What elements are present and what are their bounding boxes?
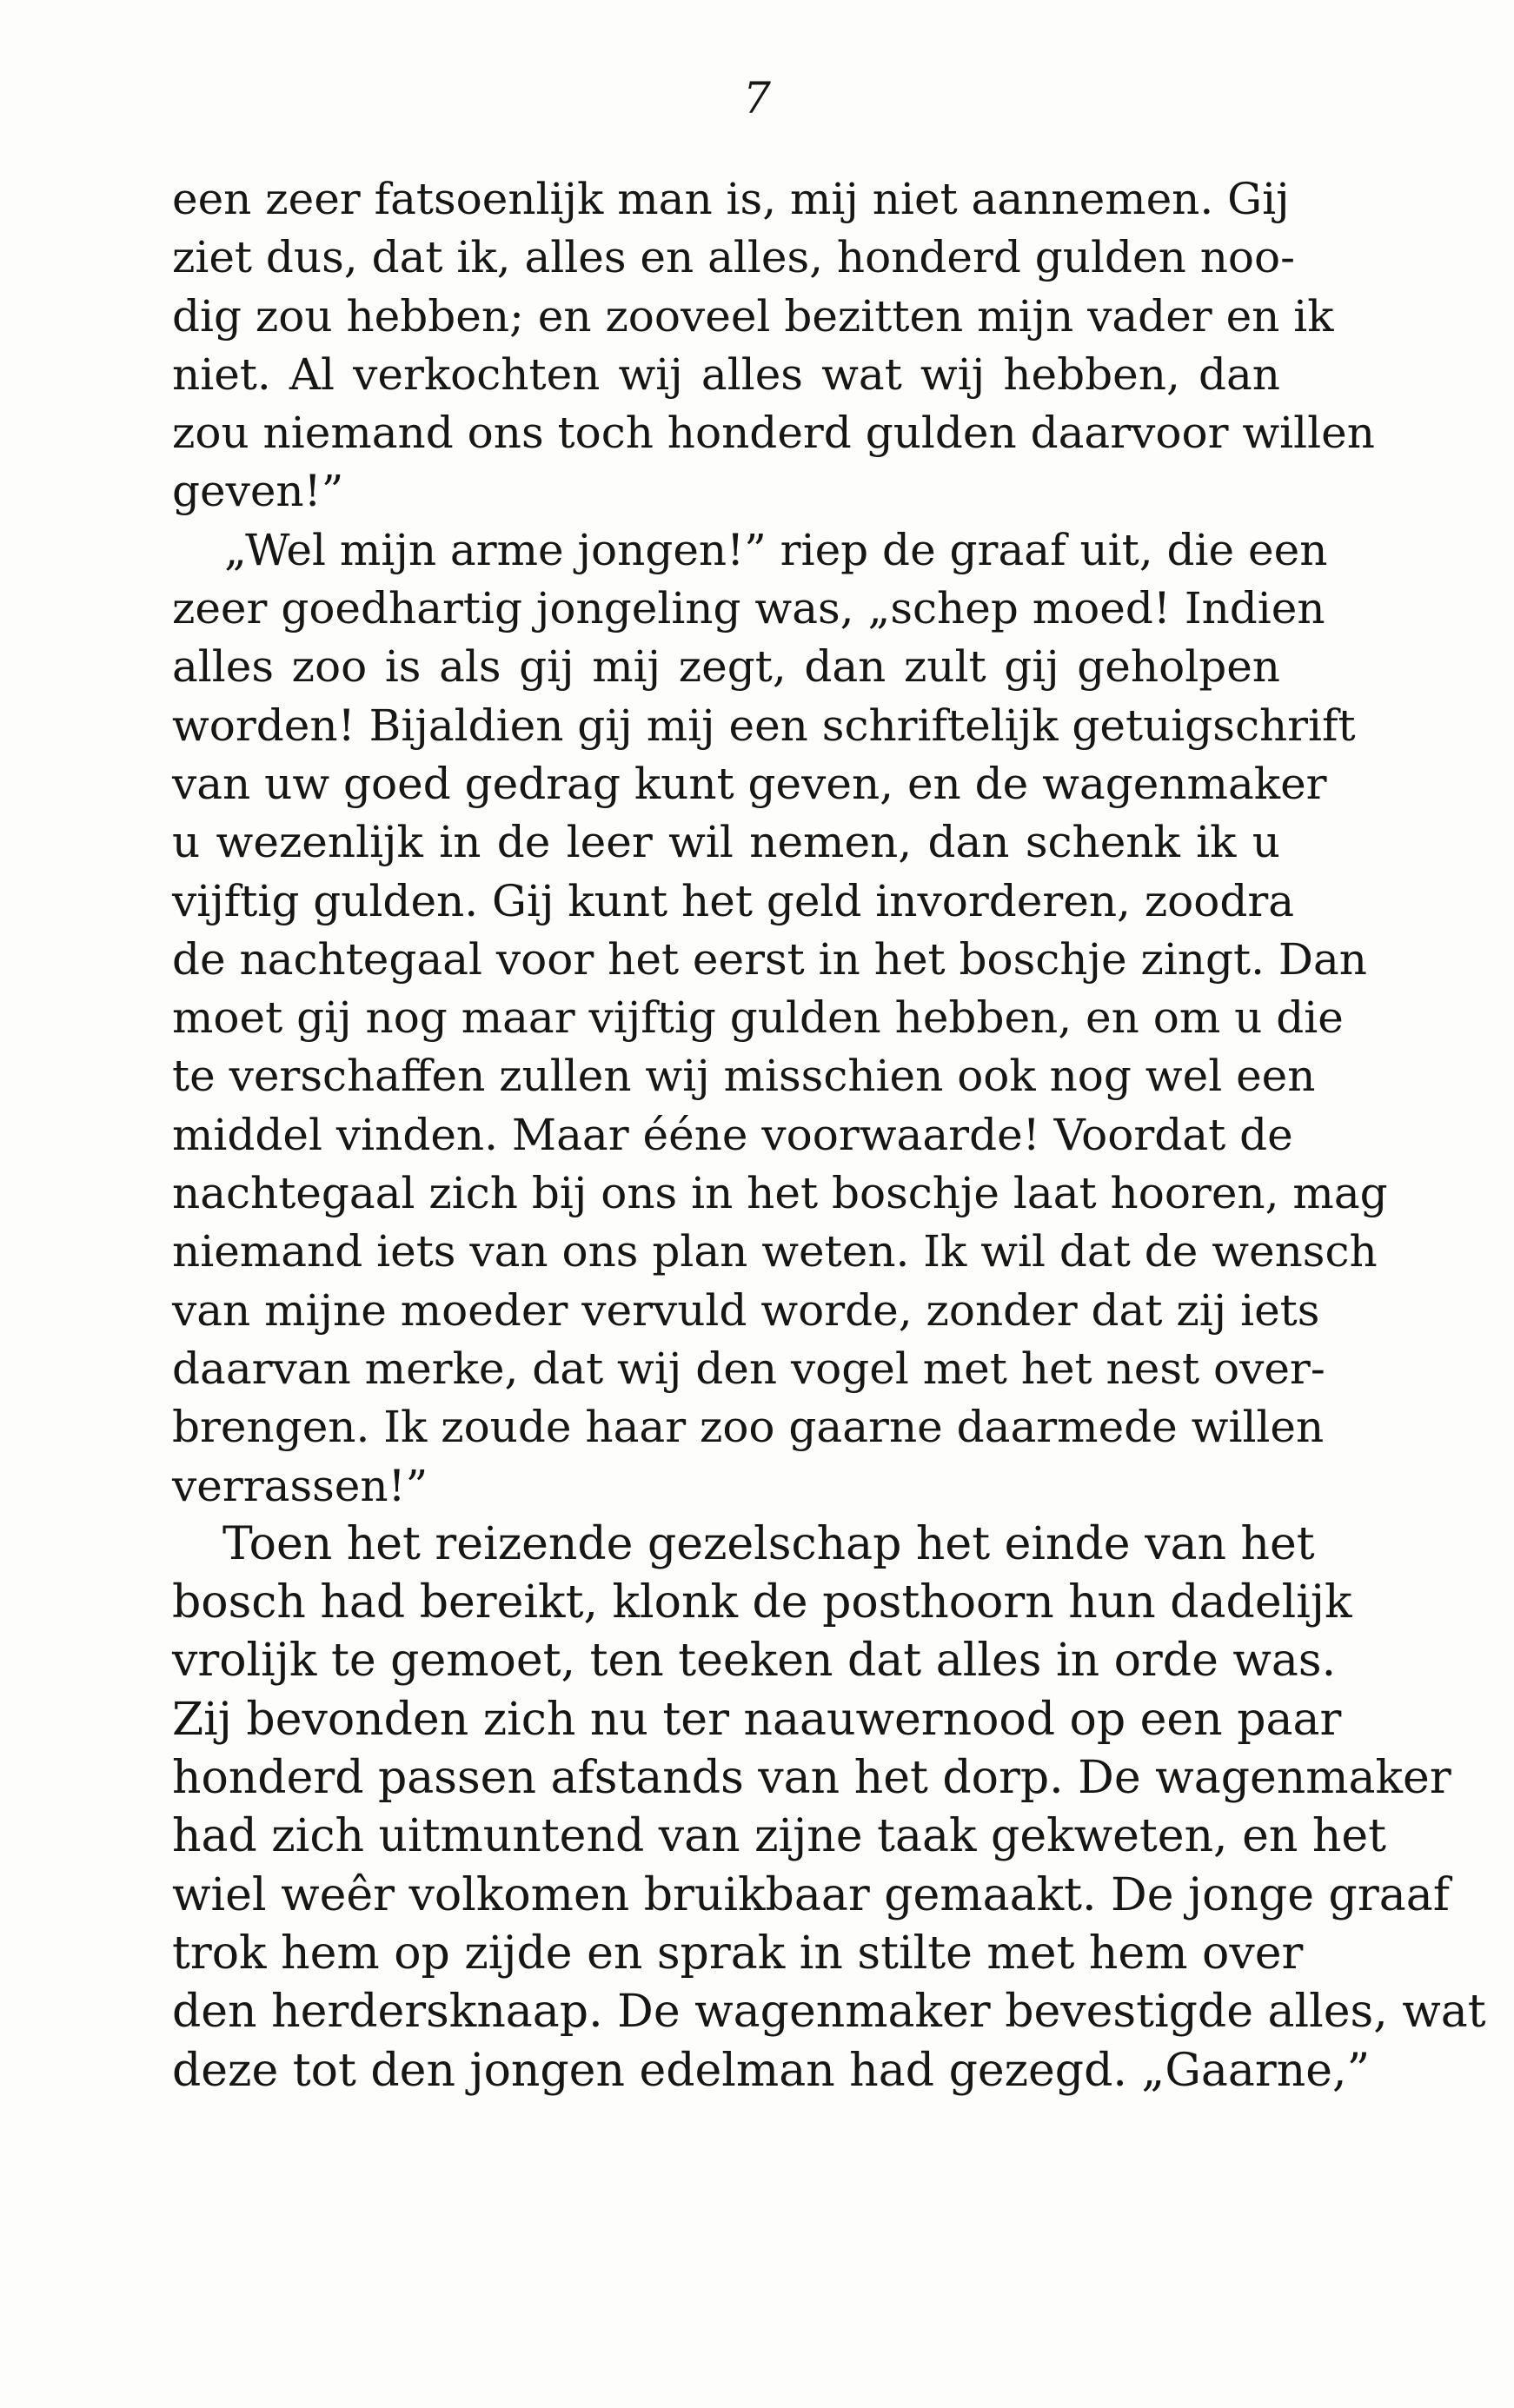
text-line: Toen het reizende gezelschap het einde van het	[222, 1517, 1315, 1570]
text-line: de nachtegaal voor het eerst in het boschje zingt. Dan	[172, 933, 1367, 985]
text-line: zou niemand ons toch honderd gulden daarvoor willen	[172, 408, 1375, 459]
text-line: had zich uitmuntend van zijne taak gekweten, en het	[172, 1810, 1387, 1863]
text-line: bosch had bereikt, klonk de posthoorn hun dadelijk	[172, 1576, 1352, 1629]
text-line: niemand iets van ons plan weten. Ik wil dat de wensch	[172, 1226, 1378, 1277]
text-line: niet. Al verkochten wij alles wat wij hebben, dan	[172, 348, 1280, 400]
text-line: trok hem op zijde en sprak in stilte met hem over	[172, 1927, 1304, 1980]
text-line: van mijne moeder vervuld worde, zonder dat zij iets	[172, 1284, 1320, 1336]
text-line: brengen. Ik zoude haar zoo gaarne daarmede willen	[172, 1402, 1325, 1453]
text-line: vrolijk te gemoet, ten teeken dat alles in orde was.	[172, 1635, 1337, 1688]
text-line: vijftig gulden. Gij kunt het geld invorderen, zoodra	[172, 875, 1295, 926]
text-line: geven!”	[172, 466, 344, 517]
text-line: verrassen!”	[172, 1460, 428, 1511]
page-number: 7	[743, 73, 771, 123]
text-line: te verschaffen zullen wij misschien ook nog wel een	[172, 1051, 1316, 1102]
text-line: „Wel mijn arme jongen!” riep de graaf uit, die een	[224, 524, 1328, 575]
text-line: ziet dus, dat ik, alles en alles, honderd gulden noo-	[172, 232, 1295, 283]
text-line: dig zou hebben; en zooveel bezitten mijn vader en ik	[172, 290, 1334, 342]
text-line: middel vinden. Maar ééne voorwaarde! Voordat de	[172, 1109, 1293, 1160]
text-line: Zij bevonden zich nu ter naauwernood op een paar	[172, 1693, 1342, 1746]
text-line: honderd passen afstands van het dorp. De wagenmaker	[172, 1752, 1451, 1805]
text-line: alles zoo is als gij mij zegt, dan zult gij geholpen	[172, 641, 1280, 693]
text-line: van uw goed gedrag kunt geven, en de wagenmaker	[172, 758, 1327, 809]
text-line: worden! Bijaldien gij mij een schriftelijk getuigschrift	[172, 700, 1356, 751]
text-line: deze tot den jongen edelman had gezegd. „Gaarne,”	[172, 2044, 1371, 2097]
text-line: daarvan merke, dat wij den vogel met het nest over-	[172, 1343, 1325, 1394]
text-line: u wezenlijk in de leer wil nemen, dan schenk ik u	[172, 817, 1280, 868]
text-line: een zeer fatsoenlijk man is, mij niet aannemen. Gij	[172, 174, 1290, 224]
text-line: zeer goedhartig jongeling was, „schep moed! Indien	[172, 583, 1325, 634]
text-line: nachtegaal zich bij ons in het boschje laat hooren, mag	[172, 1168, 1388, 1219]
body-text	[172, 170, 1486, 2100]
text-line: den herdersknaap. De wagenmaker bevestigde alles, wat	[172, 1986, 1486, 2039]
text-line: wiel weêr volkomen bruikbaar gemaakt. De jonge graaf	[172, 1868, 1450, 1921]
text-line: moet gij nog maar vijftig gulden hebben, en om u die	[172, 992, 1344, 1044]
